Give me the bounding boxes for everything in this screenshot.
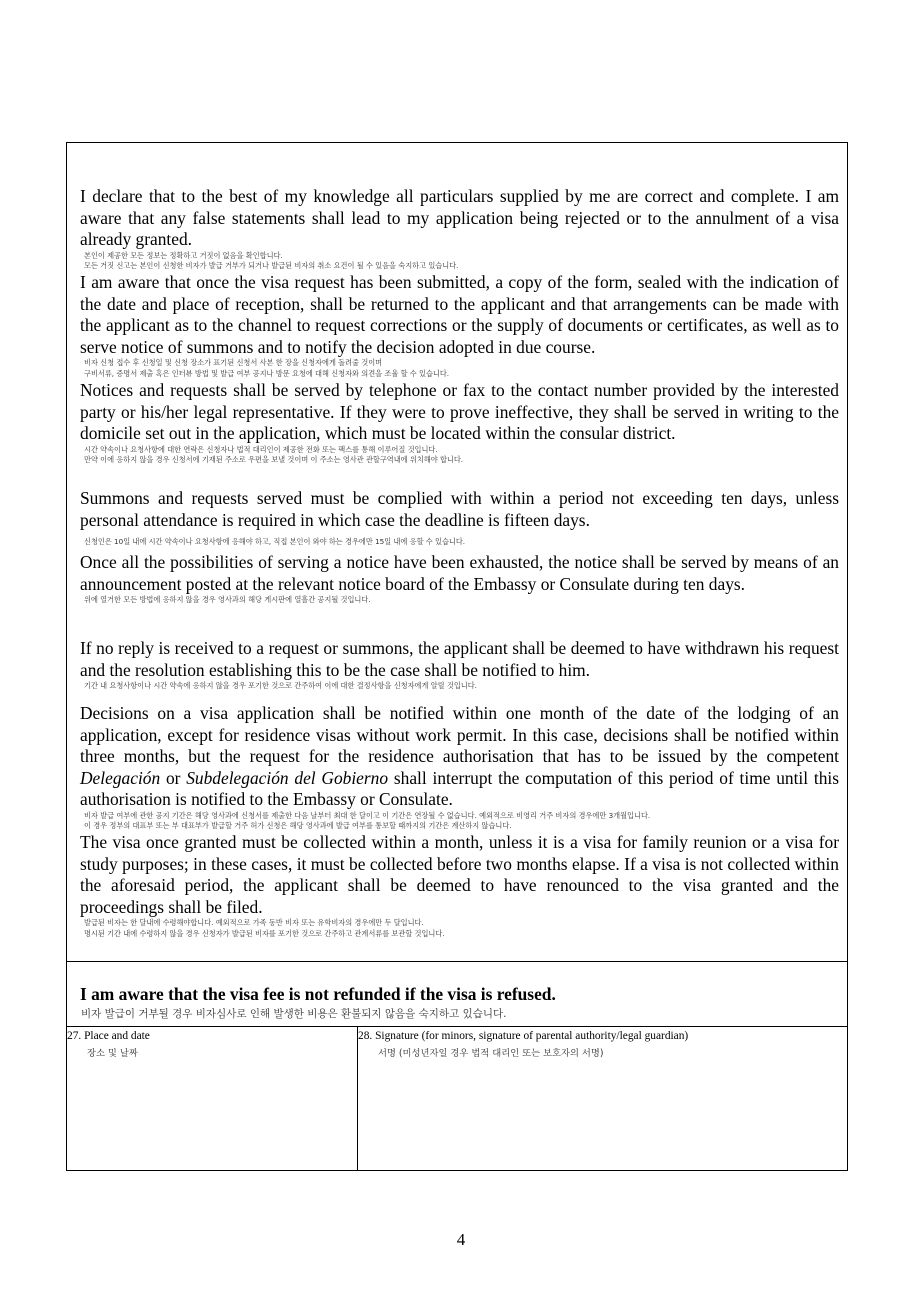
paragraph-text: Once all the possibilities of serving a notice have been exhausted, the notice shall be served by means of an announcement posted at the relevant notice board of the Embassy or Consulate during ten days. xyxy=(80,552,839,594)
paragraph-translation: 위에 열거한 모든 방법에 응하지 않을 경우 영사과의 해당 게시판에 열흘간 공지될 것입니다. xyxy=(84,595,371,605)
paragraph-translation: 시간 약속이나 요청사항에 대한 연락은 신청자나 법적 대리인이 제공한 전화 또는 팩스를 통해 이루어질 것입니다. xyxy=(84,444,438,454)
place-date-translation: 장소 및 날짜 xyxy=(87,1048,138,1059)
paragraph-translation: 비자 발급 여부에 관한 공지 기간은 해당 영사과에 신청서를 제출한 다음 날부터 최대 한 달이고 이 기간은 연장될 수 없습니다. 예외적으로 비영리 거주 비자의 경우에만 3개월입니다. xyxy=(84,810,651,820)
fee-notice-translation: 비자 발급이 거부될 경우 비자심사로 인해 발생한 비용은 환불되지 않음을 숙지하고 있습니다. xyxy=(81,1008,507,1020)
declaration-section xyxy=(67,143,847,962)
paragraph-text: If no reply is received to a request or summons, the applicant shall be deemed to have withdrawn his request and the resolution establishing this to be the case shall be notified to him. xyxy=(80,638,839,680)
declaration-paragraph-5 xyxy=(80,552,839,606)
paragraph-translation: 발급된 비자는 한 달내에 수령해야합니다. 예외적으로 가족 동반 비자 또는 유학비자의 경우에만 두 달입니다. xyxy=(84,918,424,928)
declaration-paragraph-4 xyxy=(80,488,839,548)
paragraph-text: I am aware that once the visa request has been submitted, a copy of the form, sealed with the indication of the date and place of reception, shall be returned to the applicant and that arrangements can be made with the applicant as to the channel to request corrections or the supply of documents or certificates, as well as to serve notice of summons and to notify the decision adopted in due course. xyxy=(80,272,839,357)
signature-field[interactable] xyxy=(358,1027,847,1171)
paragraph-text: Summons and requests served must be complied with within a period not exceeding ten days, unless personal attendance is required in which case the deadline is fifteen days. xyxy=(80,488,839,530)
paragraph-translation: 구비서류, 증명서 제출 혹은 인터뷰 방법 및 발급 여부 공지나 방문 요청에 대해 신청자와 의견을 조율 할 수 있습니다. xyxy=(84,368,450,378)
signature-translation: 서명 (미성년자일 경우 법적 대리인 또는 보호자의 서명) xyxy=(378,1048,604,1059)
paragraph-translation: 비자 신청 접수 후 신청일 및 신청 장소가 표기된 신청서 사본 한 장을 신청자에게 돌려줄 것이며 xyxy=(84,358,383,368)
place-date-field[interactable] xyxy=(67,1027,358,1171)
paragraph-translation: 명시된 기간 내에 수령하지 않을 경우 신청자가 발급된 비자를 포기한 것으로 간주하고 관계서류를 보관할 것입니다. xyxy=(84,928,445,938)
signature-label: 28. Signature (for minors, signature of parental authority/legal guardian) xyxy=(358,1030,689,1042)
page-number: 4 xyxy=(456,1230,466,1249)
place-date-label: 27. Place and date xyxy=(67,1030,150,1042)
paragraph-translation: 기간 내 요청사항이나 시간 약속에 응하지 않을 경우 포기한 것으로 간주하여 이에 대한 결정사항을 신청자에게 알릴 것입니다. xyxy=(84,681,477,691)
declaration-paragraph-8 xyxy=(80,832,839,939)
declaration-paragraph-3 xyxy=(80,380,839,466)
declaration-paragraph-6 xyxy=(80,638,839,692)
declaration-frame xyxy=(66,142,848,1171)
paragraph-text: Decisions on a visa application shall be notified within one month of the date of the lodging of an application, except for residence visas without work permit. In this case, decisions shall be notified within three months, but the request for the residence authorisation that has to be issued by the competent Delegación or Subdelegación del Gobierno shall interrupt the computation of this period of time until this authorisation is notified to the Embassy or Consulate. xyxy=(80,703,840,810)
paragraph-translation: 신청인은 10일 내에 시간 약속이나 요청사항에 응해야 하고, 직접 본인이 와야 하는 경우에만 15일 내에 응할 수 있습니다. xyxy=(84,537,466,547)
paragraph-text: Notices and requests shall be served by telephone or fax to the contact number provided by the interested party or his/her legal representative. If they were to prove ineffective, they shall be served in writing to the domicile set out in the application, which must be located within the consular district. xyxy=(80,380,839,444)
paragraph-translation: 만약 이에 응하지 않을 경우 신청서에 기재된 주소로 우편을 보낼 것이며 이 주소는 영사관 관할구역내에 위치해야 합니다. xyxy=(84,455,464,465)
paragraph-translation: 본인이 제공한 모든 정보는 정확하고 거짓이 없음을 확인합니다. xyxy=(84,250,283,260)
declaration-paragraph-7 xyxy=(80,703,839,832)
paragraph-translation: 모든 거짓 신고는 본인이 신청한 비자가 발급 거부가 되거나 발급된 비자의 취소 요건이 될 수 있음을 숙지하고 있습니다. xyxy=(84,261,459,271)
declaration-paragraph-1 xyxy=(80,186,839,272)
paragraph-translation: 이 경우 정부의 대표부 또는 부 대표부가 발급할 거주 허가 신청은 해당 영사과에 발급 여부를 통보할 때까지의 기간은 계산하지 않습니다. xyxy=(84,821,512,831)
declaration-paragraph-2 xyxy=(80,272,839,379)
paragraph-text: The visa once granted must be collected within a month, unless it is a visa for family reunion or a visa for study purposes; in these cases, it must be collected before two months elapse. If a visa is not collected within the aforesaid period, the applicant shall be deemed to have renounced to the visa granted and the proceedings shall be filed. xyxy=(80,832,839,917)
fee-notice-text: I am aware that the visa fee is not refunded if the visa is refused. xyxy=(80,984,556,1004)
paragraph-text: I declare that to the best of my knowledge all particulars supplied by me are correct and complete. I am aware that any false statements shall lead to my application being rejected or to the annulment of a visa already granted. xyxy=(80,186,839,250)
fee-notice xyxy=(67,962,847,1027)
